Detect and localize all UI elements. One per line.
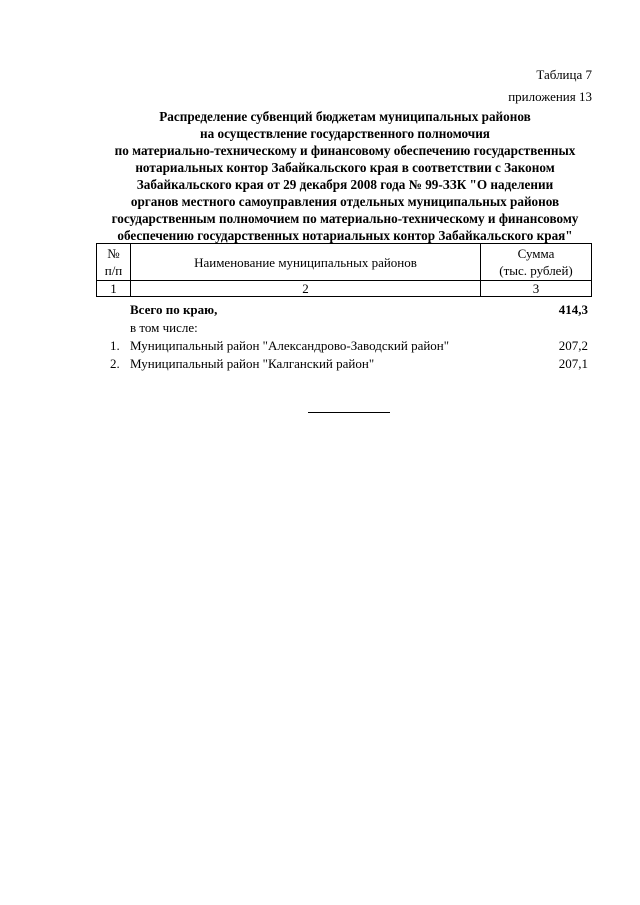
title-line: Забайкальского края от 29 декабря 2008 года № 99-ЗЗК "О наделении (136, 177, 554, 192)
column-header-number (97, 244, 131, 281)
column-number: 1 (97, 281, 131, 297)
title-line: по материально-техническому и финансовому обеспечению государственных (114, 143, 576, 158)
table-reference (508, 64, 592, 108)
column-header-amount-line1: Сумма (517, 246, 555, 261)
district-name: Муниципальный район "Калганский район" (130, 356, 375, 371)
title-line: органов местного самоуправления отдельных муниципальных районов (130, 194, 560, 209)
column-header-amount (481, 244, 592, 281)
district-amount: 207,2 (558, 338, 588, 353)
including-label: в том числе: (130, 320, 198, 335)
title-line: нотариальных контор Забайкальского края в соответствии с Законом (135, 160, 555, 175)
column-header-name: Наименование муниципальных районов (131, 244, 481, 281)
table-row (96, 337, 592, 355)
column-number: 2 (131, 281, 481, 297)
column-header-amount-line2: (тыс. рублей) (499, 263, 573, 278)
title-line: обеспечению государственных нотариальных контор Забайкальского края" (117, 228, 573, 243)
table-body (96, 301, 592, 373)
total-value: 414,3 (558, 302, 588, 317)
title-line: на осуществление государственного полномочия (200, 126, 490, 141)
title-line: Распределение субвенций бюджетам муниципальных районов (159, 109, 531, 124)
column-header-number-line2: п/п (104, 263, 123, 278)
row-number: 1. (110, 338, 120, 353)
total-label: Всего по краю, (130, 302, 218, 317)
district-amount: 207,1 (558, 356, 588, 371)
subtotal-note-row (96, 319, 592, 337)
table-header-row (97, 244, 592, 281)
document-title (90, 108, 600, 244)
table-label: Таблица 7 (536, 67, 592, 82)
row-number: 2. (110, 356, 120, 371)
column-number: 3 (481, 281, 592, 297)
appendix-label: приложения 13 (508, 89, 592, 104)
table-row (96, 355, 592, 373)
column-header-number-line1: № (107, 246, 120, 261)
district-name: Муниципальный район "Александрово-Заводский район" (130, 338, 450, 353)
total-row (96, 301, 592, 319)
distribution-table-header (96, 243, 592, 297)
end-separator-line (308, 412, 390, 413)
column-number-row (97, 281, 592, 297)
title-line: государственным полномочием по материально-техническому и финансовому (111, 211, 579, 226)
